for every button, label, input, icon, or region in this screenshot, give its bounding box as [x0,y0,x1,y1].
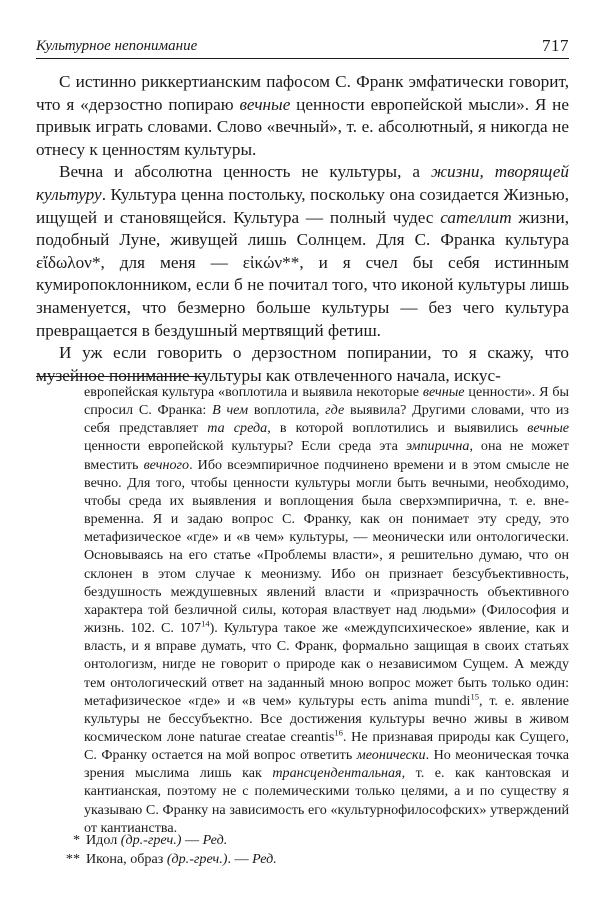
gloss-idol: * Идол (др.-греч.) — Ред. [56,831,569,850]
gloss-mark: * [72,832,80,848]
footnote-paragraph: европейская культура «воплотила и выявила некоторые вечные ценности». Я бы спросил С. Франка: В чем воплотила, где выявила? Другими словами, что из себя представляет та среда, в которой воплотились и выявились вечные ценности европейской культуры? Если среда эта эмпирична, она не может вместить вечного. Ибо всеэмпиричное подчинено времени и в этом смысле не вечно. Для того, чтобы ценности культуры могли быть вечными, необходимо, чтобы среда их выявления и воплощения была сверхэмпирична, т. е. вне-временна. Я и задаю вопрос С. Франку, как он понимает эту среду, это метафизическое «где» и «в чем» культуры, — меонически или онтологически. Основываясь на его статье «Проблемы власти», я решительно думаю, что он склонен в этом случае к меонизму. Ибо он признает безсубъективность, бездушность междушевных явлений власти и «призрачность объективного характера той безличной силы, которая властвует над людьми» (Философия и жизнь. 102. С. $107^{14}$). Культура такое же «междупсихическое» явление, как и власть, и я вправе думать, что С. Франк, формально защищая в своих статьях онтологизм, нигде не говорит о природе как о независимом Сущем. А между тем онтологический ответ на заданный мною вопрос может быть только один: метафизическое «где» и «в чем» культуры есть anima mundi$^{15}$, т. е. явление культуры не бессубъектно. Все достижения культуры вечно живы в живом космическом лоне naturae creatae creantis$^{16}$. Не признавая природы как Сущего, С. Франку остается на мой вопрос ответить меонически. Но меоническая точка зрения мыслима лишь как трансцендентальная, т. е. как кантовская и кантианская, поэтому не с полемическими только целями, а и по существу я указываю С. Франку на зависимость его «культурнофилософских» утверждений от кантианства. [84,384,569,836]
running-header [36,34,569,59]
footnote-continuation [84,383,569,837]
gloss-icon: ** Икона, образ (др.-греч.). — Ред. [56,850,569,869]
page-number: 717 [542,36,569,55]
paragraph-1: С истинно риккертианским пафосом С. Франк эмфатически говорит, что я «дерзостно попираю вечные ценности европейской мысли». Я не привык играть словами. Слово «вечный», т. е. абсолютный, я никогда не отнесу к ценностям культуры. [36,72,569,159]
note-ref-14: 14 [201,618,210,629]
running-title: Культурное непонимание [36,38,198,54]
note-ref-15: 15 [470,690,479,701]
paragraph-2: Вечна и абсолютна ценность не культуры, а жизни, творящей культуру. Культура ценна постольку, поскольку она созидается Жизнью, ищущей и становящейся. Культура — полный чудес сателлит жизни, подобный Луне, живущей лишь Солнцем. Для С. Франка культура εἴδωλον*, для меня — εἰκών**, и я счел бы себя истинным кумиропоклонником, если б не почитал того, что иконой культуры лишь знаменуется, что безмерно больше культуры — без чего культура превращается в бездушный мертвящий фетиш. [36,162,569,340]
main-text [36,71,569,387]
paragraph-3: И уж если говорить о дерзостном попирании, то я скажу, что музейное понимание культуры как отвлеченного начала, искус- [36,343,569,385]
editor-glosses [56,831,569,868]
footnote-divider [36,376,206,377]
gloss-mark: ** [65,850,80,867]
note-ref-16: 16 [334,727,343,738]
